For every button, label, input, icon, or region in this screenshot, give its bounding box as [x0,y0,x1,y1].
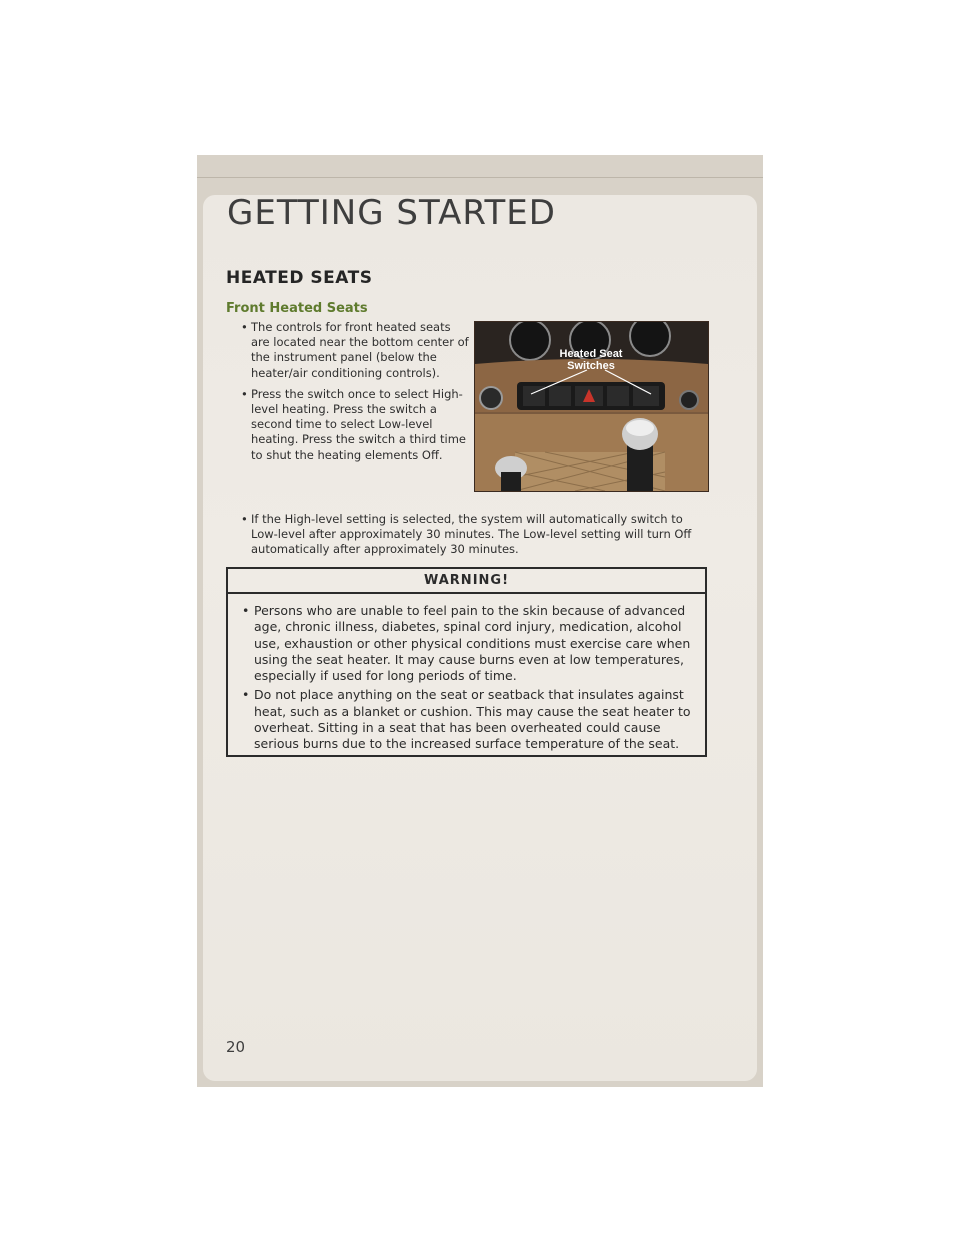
warning-body [228,594,705,753]
photo-label: Heated Seat Switches [559,348,623,372]
section-title: GETTING STARTED [227,193,556,233]
heated-seat-switches-photo [474,321,709,492]
heading: HEATED SEATS [226,268,373,288]
list-item: • If the High-level setting is selected, the system will automatically switch to Low-level after approximately 30 minutes. The Low-level setting will turn Off automatically after approximately 30 minutes. [241,512,692,557]
warning-title: WARNING! [228,569,705,594]
list-item: • Do not place anything on the seat or seatback that insulates against heat, such as a blanket or cushion. This may cause the seat heater to overheat. Sitting in a seat that has been overheated could cause serious burns due to the increased surface temperature of the seat. [242,687,691,752]
wide-bullets [241,512,707,564]
narrow-bullets [241,320,469,469]
list-item: • Persons who are unable to feel pain to the skin because of advanced age, chronic illness, diabetes, spinal cord injury, medication, alcohol use, exhaustion or other physical conditions must exercise care when using the seat heater. It may cause burns even at low temperatures, especially if used for long periods of time. [242,603,691,684]
list-item: • The controls for front heated seats are located near the bottom center of the instrument panel (below the heater/air conditioning controls). [241,320,469,380]
page-number: 20 [226,1038,246,1056]
warning-box [226,567,707,757]
list-item: • Press the switch once to select High-level heating. Press the switch a second time to select Low-level heating. Press the switch a third time to shut the heating elements Off. [241,386,466,462]
manual-page [197,155,763,1087]
top-rule [197,177,763,178]
subheading: Front Heated Seats [226,301,368,316]
